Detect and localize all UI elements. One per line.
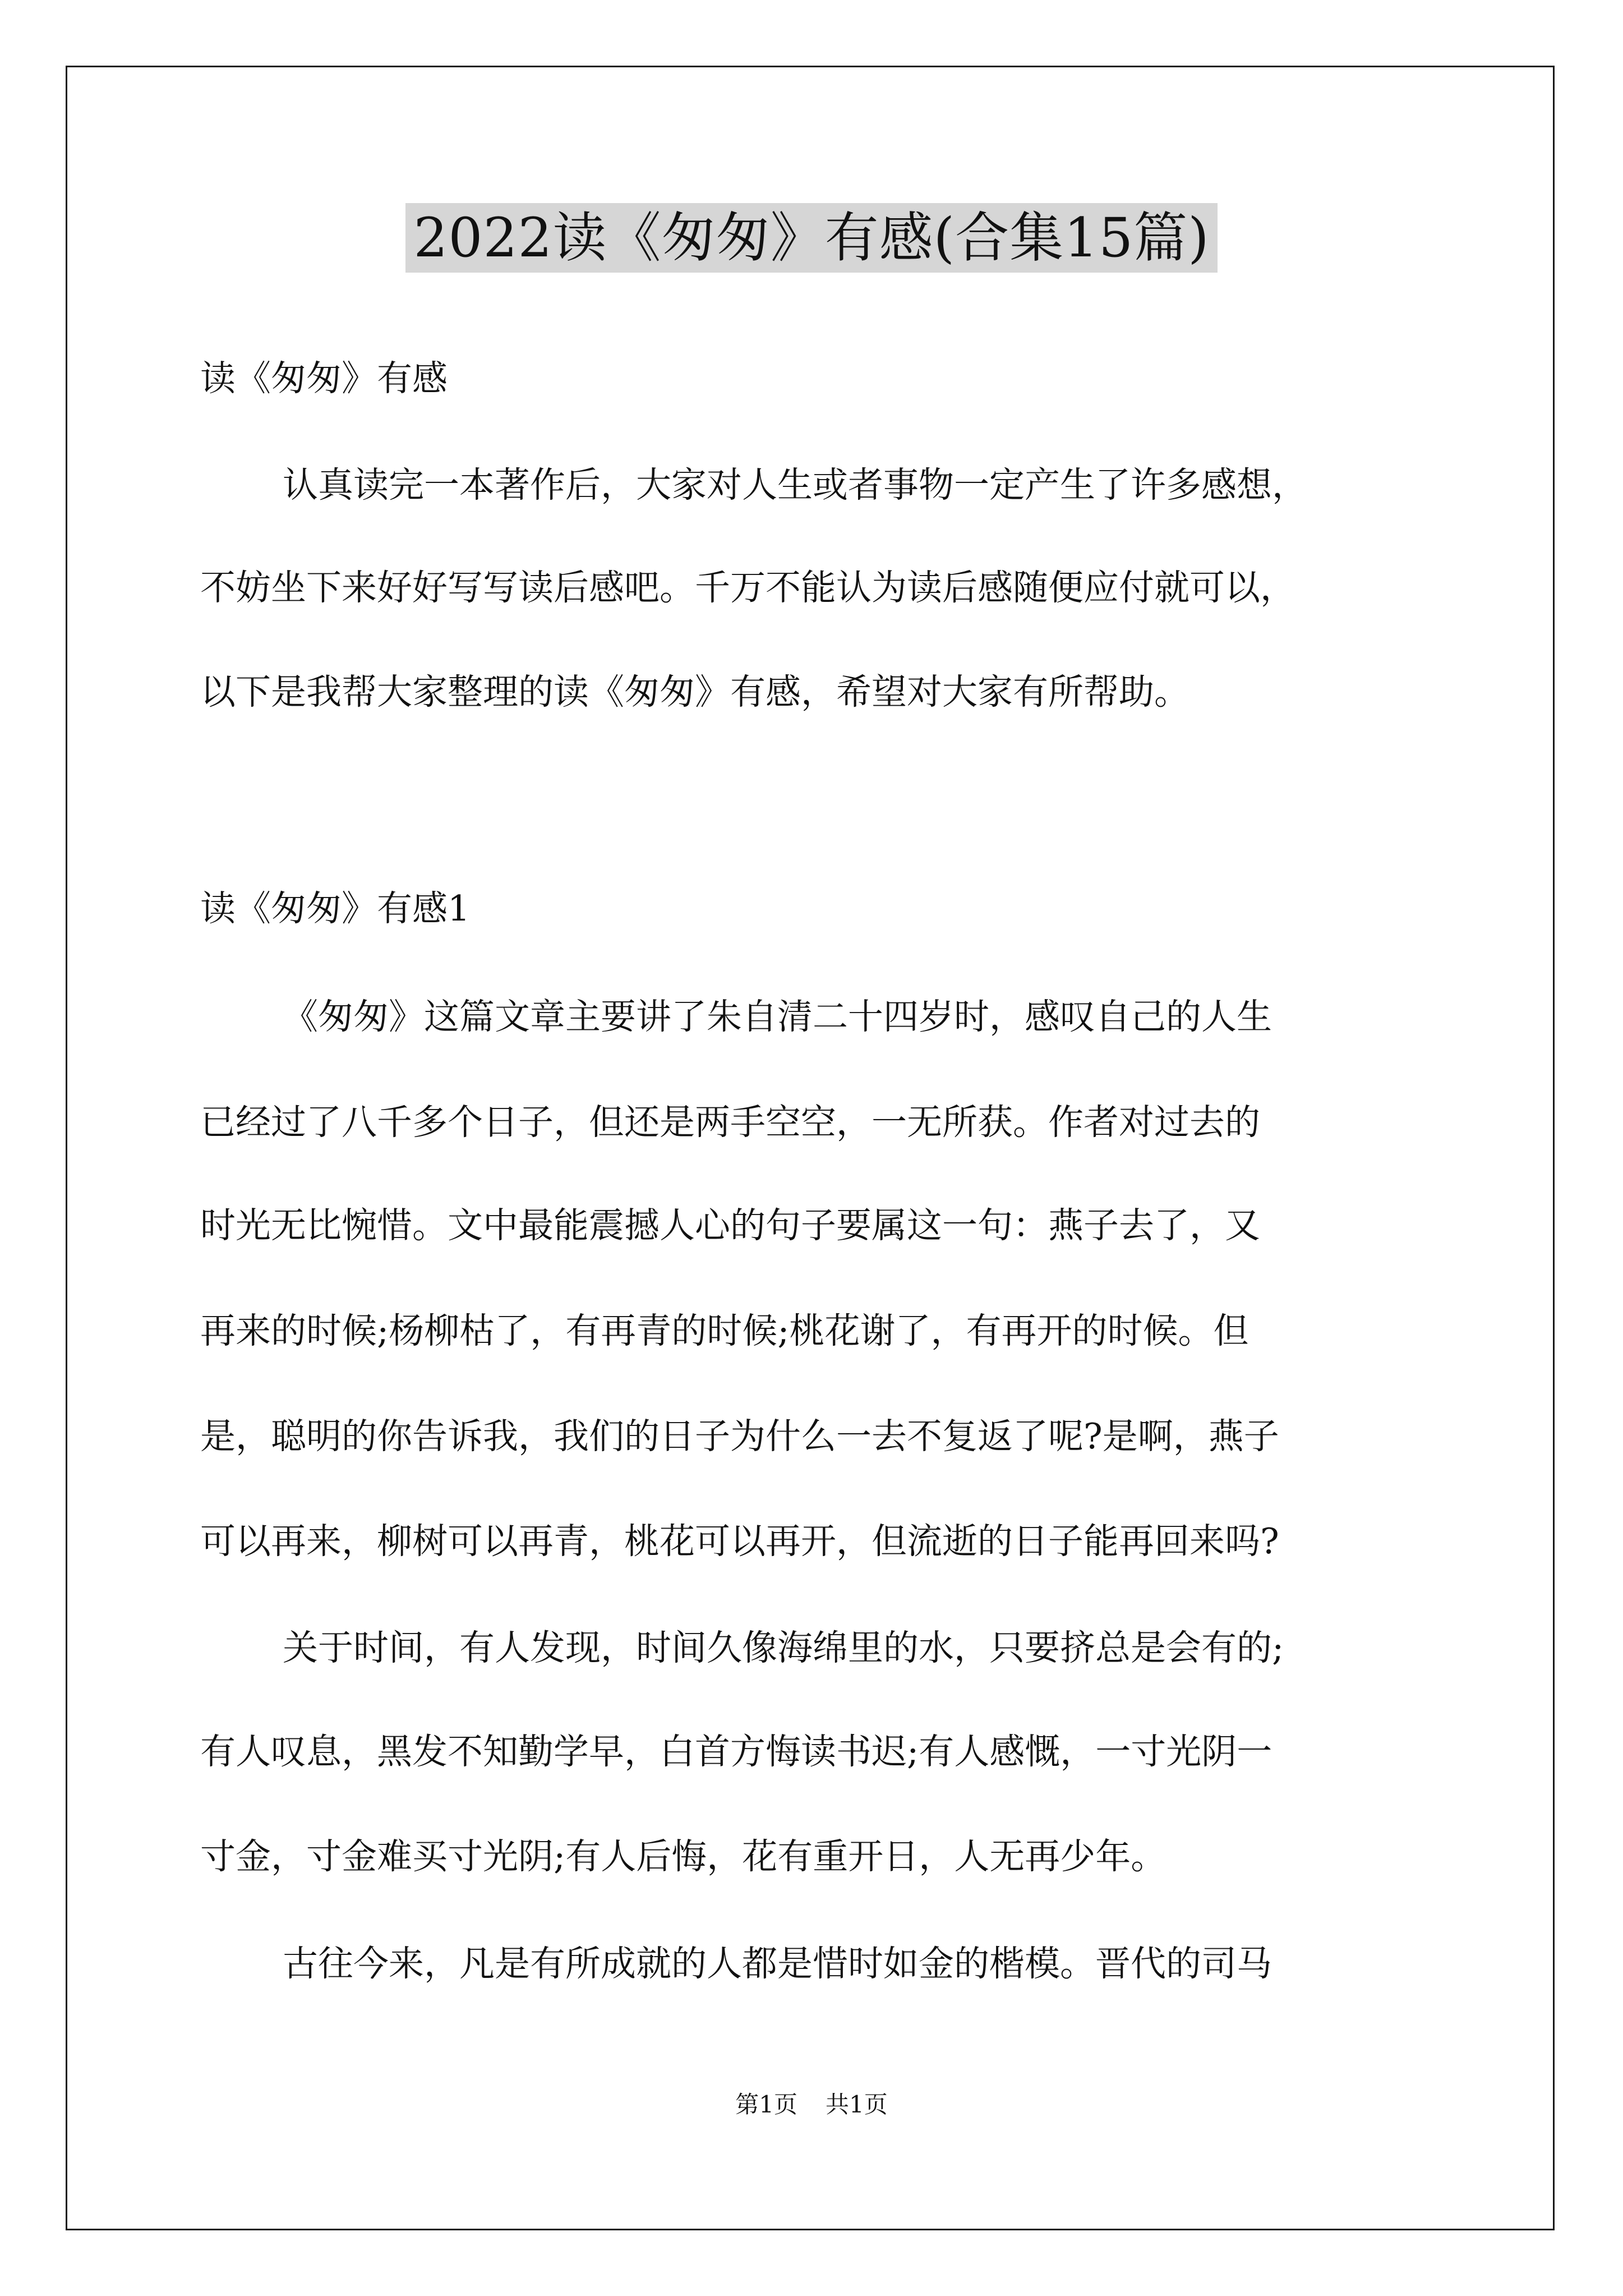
paragraph-line: 古往今来，凡是有所成就的人都是惜时如金的楷模。晋代的司马 — [283, 1943, 1272, 1984]
paragraph-line: 《匆匆》这篇文章主要讲了朱自清二十四岁时，感叹自己的人生 — [283, 996, 1272, 1037]
page-number: 第1页 — [735, 2091, 797, 2118]
page-total: 共1页 — [826, 2091, 888, 2118]
section-heading: 读《匆匆》有感 — [200, 358, 448, 399]
essay-heading: 读《匆匆》有感1 — [200, 888, 471, 929]
paragraph-line: 是，聪明的你告诉我，我们的日子为什么一去不复返了呢?是啊，燕子 — [200, 1416, 1279, 1457]
paragraph-line: 已经过了八千多个日子，但还是两手空空，一无所获。作者对过去的 — [200, 1102, 1260, 1143]
intro-line: 认真读完一本著作后，大家对人生或者事物一定产生了许多感想， — [283, 464, 1307, 505]
paragraph-line: 再来的时候;杨柳枯了，有再青的时候;桃花谢了，有再开的时候。但 — [200, 1310, 1249, 1351]
intro-line: 以下是我帮大家整理的读《匆匆》有感，希望对大家有所帮助。 — [200, 671, 1189, 712]
page-footer — [0, 2089, 1623, 2120]
paragraph-line: 寸金，寸金难买寸光阴;有人后悔，花有重开日，人无再少年。 — [200, 1836, 1166, 1877]
intro-line: 不妨坐下来好好写写读后感吧。千万不能认为读后感随便应付就可以， — [200, 567, 1295, 608]
paragraph-line: 可以再来，柳树可以再青，桃花可以再开，但流逝的日子能再回来吗? — [200, 1521, 1279, 1562]
paragraph-line: 有人叹息，黑发不知勤学早，白首方悔读书迟;有人感慨，一寸光阴一 — [200, 1731, 1272, 1772]
document-title: 2022读《匆匆》有感(合集15篇) — [405, 203, 1217, 273]
paragraph-line: 时光无比惋惜。文中最能震撼人心的句子要属这一句：燕子去了，又 — [200, 1205, 1260, 1246]
paragraph-line: 关于时间，有人发现，时间久像海绵里的水，只要挤总是会有的; — [283, 1627, 1284, 1668]
title-container — [0, 203, 1623, 273]
